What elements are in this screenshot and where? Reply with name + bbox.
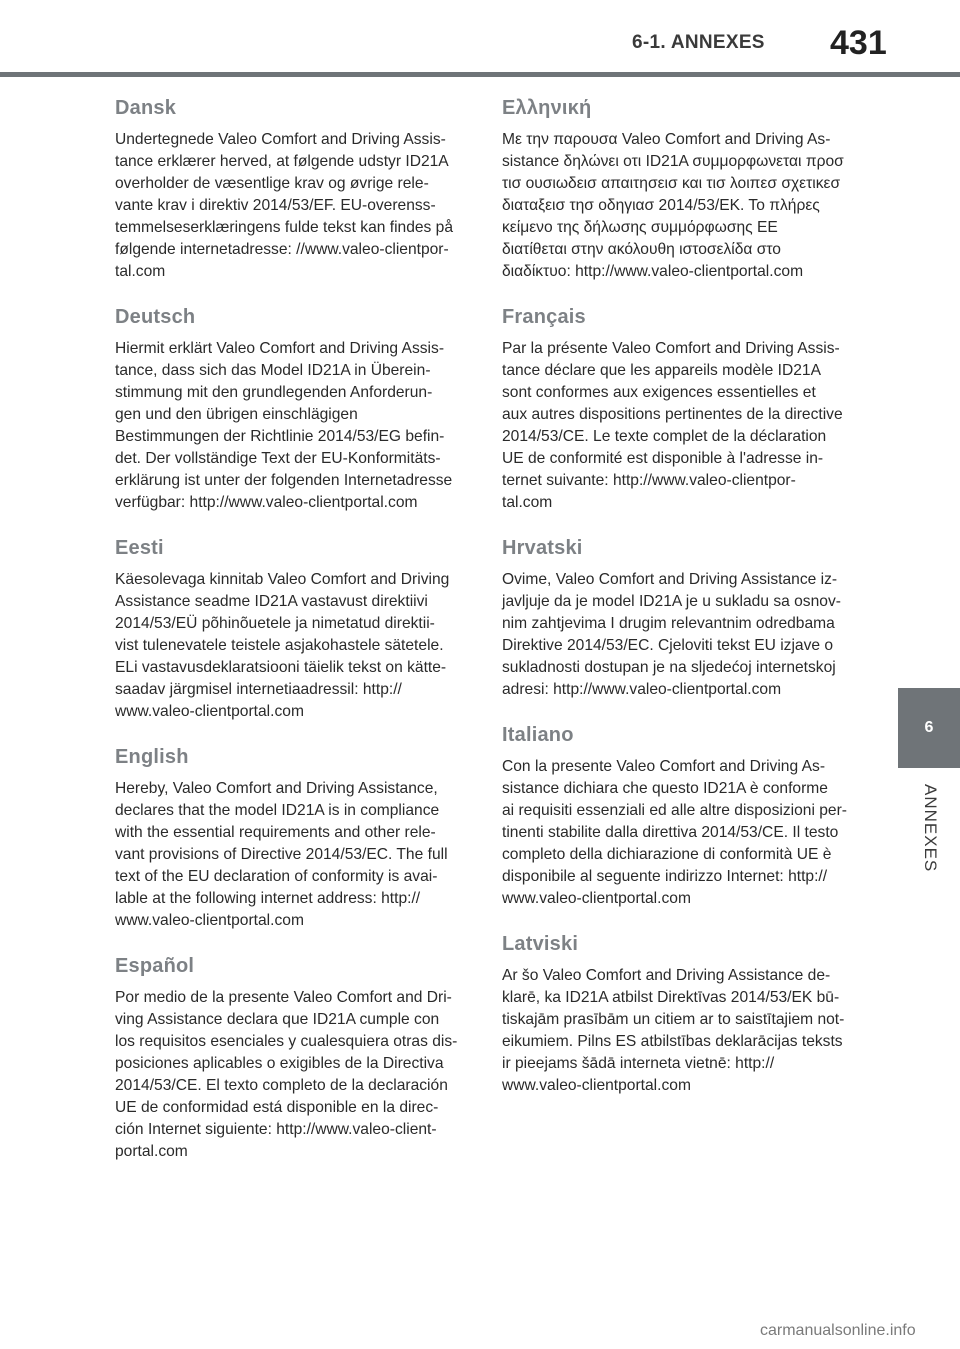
language-section <box>502 92 852 283</box>
text-line: completo della dichiarazione di conformità UE è <box>502 846 832 863</box>
text-line: temmelseserklæringens fulde tekst kan findes på <box>115 219 454 236</box>
language-section <box>115 741 465 932</box>
declaration-text <box>502 129 852 283</box>
declaration-text <box>502 965 852 1097</box>
text-line: Par la présente Valeo Comfort and Driving Assis- <box>502 340 840 357</box>
text-line: Assistance seadme ID21A vastavust direktiivi <box>115 593 428 610</box>
text-line: stimmung mit den grundlegenden Anforderun- <box>115 384 433 401</box>
text-line: sont conformes aux exigences essentielles et <box>502 384 816 401</box>
text-line: Con la presente Valeo Comfort and Driving As- <box>502 758 826 775</box>
language-heading: Latviski <box>502 933 579 955</box>
text-line: verfügbar: http://www.valeo-clientportal.com <box>115 494 418 511</box>
text-line: Ar šo Valeo Comfort and Driving Assistance de- <box>502 967 831 984</box>
page-number: 431 <box>830 24 887 62</box>
text-line: Ovime, Valeo Comfort and Driving Assistance iz- <box>502 571 838 588</box>
language-section <box>502 928 852 1097</box>
language-heading: Italiano <box>502 724 574 746</box>
text-line: ternet suivante: http://www.valeo-clientpor- <box>502 472 796 489</box>
text-line: overholder de væsentlige krav og øvrige rele- <box>115 175 429 192</box>
text-line: διαταξεισ τησ οδηγιασ 2014/53/ΕΚ. Το πλήρες <box>502 197 820 214</box>
text-line: Με την παρουσα Valeo Comfort and Driving As- <box>502 131 831 148</box>
declaration-text <box>502 756 852 910</box>
language-section <box>115 532 465 723</box>
language-heading: Español <box>115 955 195 977</box>
watermark: carmanualsonline.info <box>760 1322 916 1339</box>
language-section <box>502 532 852 701</box>
text-line: ir pieejams šādā interneta vietnē: http:// <box>502 1055 775 1072</box>
text-line: lable at the following internet address: http:// <box>115 890 421 907</box>
text-line: www.valeo-clientportal.com <box>115 912 304 929</box>
text-line: tance erklærer herved, at følgende udstyr ID21A <box>115 153 449 170</box>
text-line: tinenti stabilite dalla direttiva 2014/53/CE. Il testo <box>502 824 839 841</box>
chapter-tab[interactable]: 6 <box>898 688 960 768</box>
text-line: 2014/53/CE. El texto completo de la declaración <box>115 1077 448 1094</box>
text-line: 2014/53/EÜ põhinõuetele ja nimetatud direktii- <box>115 615 435 632</box>
text-line: los requisitos esenciales y cualesquiera otras dis- <box>115 1033 458 1050</box>
declaration-text <box>115 987 465 1163</box>
language-section <box>115 301 465 514</box>
declaration-text <box>115 129 465 283</box>
language-heading: Dansk <box>115 97 177 119</box>
text-line: UE de conformidad está disponible en la direc- <box>115 1099 439 1116</box>
language-heading: Eesti <box>115 537 164 559</box>
language-heading: English <box>115 746 189 768</box>
text-line: det. Der vollständige Text der EU-Konformitäts- <box>115 450 441 467</box>
text-line: klarē, ka ID21A atbilst Direktīvas 2014/53/EK bū- <box>502 989 840 1006</box>
text-line: Direktive 2014/53/EC. Cjeloviti tekst EU izjave o <box>502 637 834 654</box>
language-section <box>502 719 852 910</box>
text-line: posiciones aplicables o exigibles de la Directiva <box>115 1055 444 1072</box>
declaration-text <box>502 338 852 514</box>
declaration-text <box>115 338 465 514</box>
text-line: Por medio de la presente Valeo Comfort and Dri- <box>115 989 452 1006</box>
text-line: Hiermit erklärt Valeo Comfort and Driving Assis- <box>115 340 445 357</box>
text-line: Hereby, Valeo Comfort and Driving Assistance, <box>115 780 438 797</box>
text-line: www.valeo-clientportal.com <box>502 1077 691 1094</box>
text-line: javljuje da je model ID21A je u sukladu sa osnov- <box>502 593 841 610</box>
text-line: disponibile al seguente indirizzo Internet: http:// <box>502 868 828 885</box>
text-line: sukladnosti dostupan je na sljedećoj internetskoj <box>502 659 836 676</box>
text-line: UE de conformité est disponible à l'adresse in- <box>502 450 824 467</box>
text-line: tance, dass sich das Model ID21A in Überein- <box>115 362 431 379</box>
text-line: ELi vastavusdeklaratsiooni täielik tekst on kätte- <box>115 659 447 676</box>
text-line: aux autres dispositions pertinentes de la directive <box>502 406 843 423</box>
language-heading: Deutsch <box>115 306 196 328</box>
chapter-tab-label: ANNEXES <box>921 783 940 873</box>
section-label: 6-1. ANNEXES <box>632 32 765 53</box>
text-line: vist tulenevatele teistele asjakohastele sätetele. <box>115 637 444 654</box>
language-section <box>502 301 852 514</box>
text-line: vant provisions of Directive 2014/53/EC. The full <box>115 846 448 863</box>
text-line: κείμενο της δήλωσης συμμόρφωσης ΕΕ <box>502 219 778 236</box>
text-line: text of the EU declaration of conformity is avai- <box>115 868 438 885</box>
text-line: with the essential requirements and other rele- <box>115 824 436 841</box>
text-line: følgende internetadresse: //www.valeo-clientpor- <box>115 241 449 258</box>
text-line: www.valeo-clientportal.com <box>502 890 691 907</box>
text-line: www.valeo-clientportal.com <box>115 703 304 720</box>
text-line: portal.com <box>115 1143 188 1160</box>
text-line: Bestimmungen der Richtlinie 2014/53/EG befin- <box>115 428 445 445</box>
language-section <box>115 950 465 1163</box>
text-line: διατίθεται στην ακόλουθη ιστοσελίδα στο <box>502 241 781 258</box>
text-line: tal.com <box>115 263 166 280</box>
language-section <box>115 92 465 283</box>
text-line: sistance δηλώνει οτι ID21A συμμορφωνεται προσ <box>502 153 844 170</box>
declaration-text <box>502 569 852 701</box>
text-line: tal.com <box>502 494 553 511</box>
left-column <box>115 92 465 1181</box>
header-bar <box>0 72 960 77</box>
text-line: saadav järgmisel internetiaadressil: http:// <box>115 681 402 698</box>
declaration-text <box>115 569 465 723</box>
text-line: nim zahtjevima I drugim relevantnim odredbama <box>502 615 835 632</box>
text-line: tance déclare que les appareils modèle ID21A <box>502 362 822 379</box>
text-line: Undertegnede Valeo Comfort and Driving Assis- <box>115 131 446 148</box>
declaration-text <box>115 778 465 932</box>
text-line: ai requisiti essenziali ed alle altre disposizioni per- <box>502 802 847 819</box>
text-line: Käesolevaga kinnitab Valeo Comfort and Driving <box>115 571 450 588</box>
text-line: vante krav i direktiv 2014/53/EF. EU-overenss- <box>115 197 436 214</box>
text-line: adresi: http://www.valeo-clientportal.com <box>502 681 782 698</box>
text-line: ción Internet siguiente: http://www.valeo-client- <box>115 1121 437 1138</box>
right-column <box>502 92 852 1115</box>
text-line: gen und den übrigen einschlägigen <box>115 406 358 423</box>
text-line: eikumiem. Pilns ES atbilstības deklarācijas teksts <box>502 1033 843 1050</box>
text-line: διαδίκτυο: http://www.valeo-clientportal.com <box>502 263 804 280</box>
text-line: τισ ουσιωδεισ απαιτησεισ και τισ λοιπεσ σχετικεσ <box>502 175 841 192</box>
text-line: sistance dichiara che questo ID21A è conforme <box>502 780 828 797</box>
text-line: 2014/53/CE. Le texte complet de la déclaration <box>502 428 827 445</box>
language-heading: Ελληνική <box>502 97 592 119</box>
text-line: declares that the model ID21A is in compliance <box>115 802 440 819</box>
language-heading: Français <box>502 306 586 328</box>
text-line: tiskajām prasībām un citiem ar to saistītajiem not- <box>502 1011 845 1028</box>
text-line: ving Assistance declara que ID21A cumple con <box>115 1011 440 1028</box>
text-line: erklärung ist unter der folgenden Internetadresse <box>115 472 453 489</box>
language-heading: Hrvatski <box>502 537 583 559</box>
